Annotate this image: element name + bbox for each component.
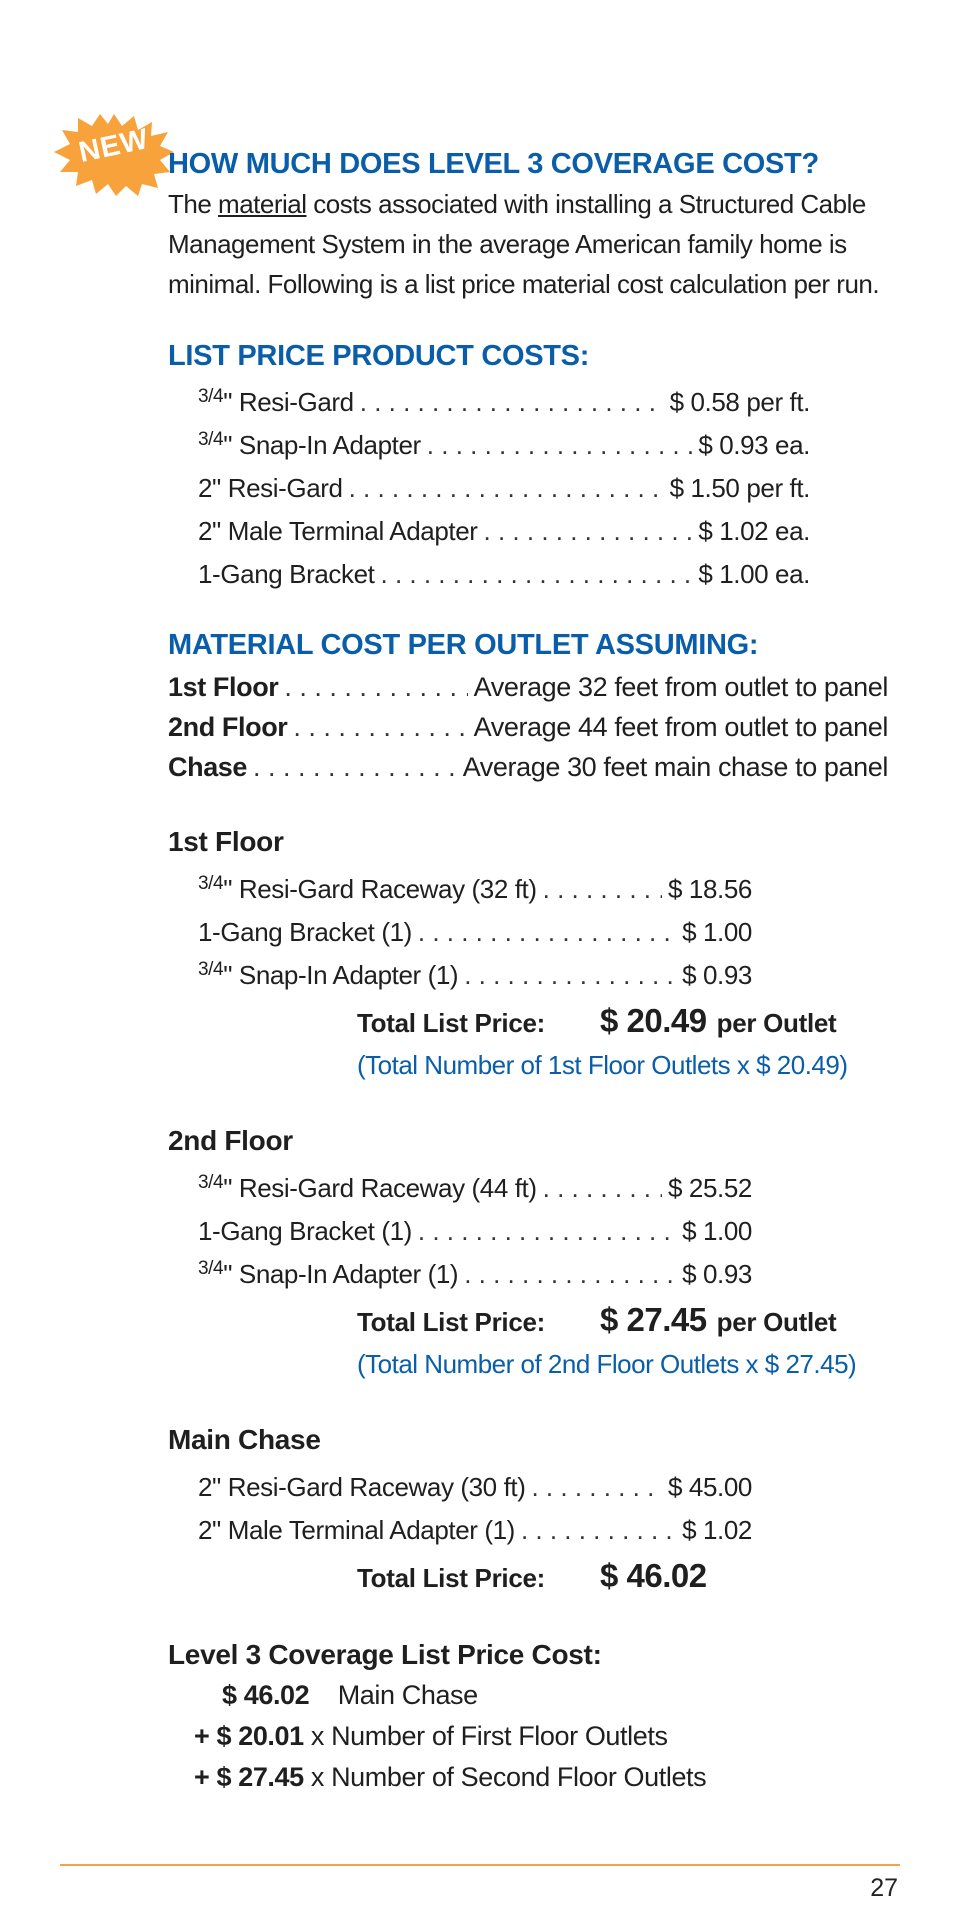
new-badge-label: NEW (75, 123, 152, 170)
list-item: $^{3/4}$" Snap-In Adapter (1) . . . $ 0.93 (198, 951, 752, 994)
level3-summary (194, 1675, 928, 1798)
floor1-note: (Total Number of 1st Floor Outlets x $ 20.49) (357, 1050, 848, 1080)
level3-heading: Level 3 Coverage List Price Cost: (168, 1639, 602, 1670)
floor1-total-amount: $ 20.49 (600, 1002, 707, 1039)
floor1-total: Total List Price: $ 20.49 per Outlet (357, 998, 928, 1046)
content (168, 146, 928, 1798)
list-item: $ 46.02 Main Chase (222, 1680, 478, 1710)
floor2-note: (Total Number of 2nd Floor Outlets x $ 27.45) (357, 1349, 857, 1379)
intro-paragraph: The material costs associated with installing a Structured Cable Management System in the average American family home is minimal. Following is a list price material cost calculation per run. (168, 189, 880, 299)
assumptions-heading: MATERIAL COST PER OUTLET ASSUMING: (168, 629, 759, 661)
list-item: $^{3/4}$" Resi-Gard Raceway (44 ft) . . . $ 25.52 (198, 1164, 752, 1207)
list-item: 2" Male Terminal Adapter (1) . . . $ 1.02 (198, 1506, 752, 1549)
main-chase-list (198, 1463, 752, 1549)
main-chase-total-amount: $ 46.02 (600, 1557, 707, 1594)
list-item: 1-Gang Bracket (1) . . . $ 1.00 (198, 1207, 752, 1250)
list-item: $^{3/4}$" Resi-Gard Raceway (32 ft) . . . $ 18.56 (198, 865, 752, 908)
assumptions-list (168, 667, 888, 787)
floor2-total: Total List Price: $ 27.45 per Outlet (357, 1297, 928, 1345)
main-chase-heading: Main Chase (168, 1424, 321, 1455)
list-item: + $ 27.45 x Number of Second Floor Outlets (194, 1762, 707, 1792)
list-item: $^{3/4}$" Resi-Gard . . . $ 0.58 per ft. (198, 378, 810, 421)
floor2-list (198, 1164, 752, 1293)
floor1-heading: 1st Floor (168, 826, 284, 857)
floor2-total-amount: $ 27.45 (600, 1301, 707, 1338)
list-item: 2nd Floor . . . Average 44 feet from outlet to panel (168, 707, 888, 747)
intro-emphasis: material (218, 189, 307, 219)
floor1-list (198, 865, 752, 994)
list-item: 1-Gang Bracket . . . $ 1.00 ea. (198, 550, 810, 593)
list-item: 2" Male Terminal Adapter . . . $ 1.02 ea. (198, 507, 810, 550)
page-number: 27 (870, 1874, 898, 1902)
page-title: HOW MUCH DOES LEVEL 3 COVERAGE COST? (168, 148, 819, 180)
list-item: 2" Resi-Gard . . . $ 1.50 per ft. (198, 464, 810, 507)
product-costs-heading: LIST PRICE PRODUCT COSTS: (168, 340, 590, 372)
product-costs-list (198, 378, 810, 593)
main-chase-total: Total List Price: $ 46.02 (357, 1553, 928, 1601)
list-item: $^{3/4}$" Snap-In Adapter . . . $ 0.93 ea. (198, 421, 810, 464)
floor2-heading: 2nd Floor (168, 1125, 293, 1156)
list-item: $^{3/4}$" Snap-In Adapter (1) . . . $ 0.93 (198, 1250, 752, 1293)
list-item: 1st Floor . . . Average 32 feet from outlet to panel (168, 667, 888, 707)
list-item: Chase . . . Average 30 feet main chase to panel (168, 747, 888, 787)
list-item: 2" Resi-Gard Raceway (30 ft) . . . $ 45.00 (198, 1463, 752, 1506)
list-item: 1-Gang Bracket (1) . . . $ 1.00 (198, 908, 752, 951)
footer-rule (60, 1864, 900, 1866)
list-item: + $ 20.01 x Number of First Floor Outlets (194, 1721, 668, 1751)
new-badge (52, 112, 176, 198)
